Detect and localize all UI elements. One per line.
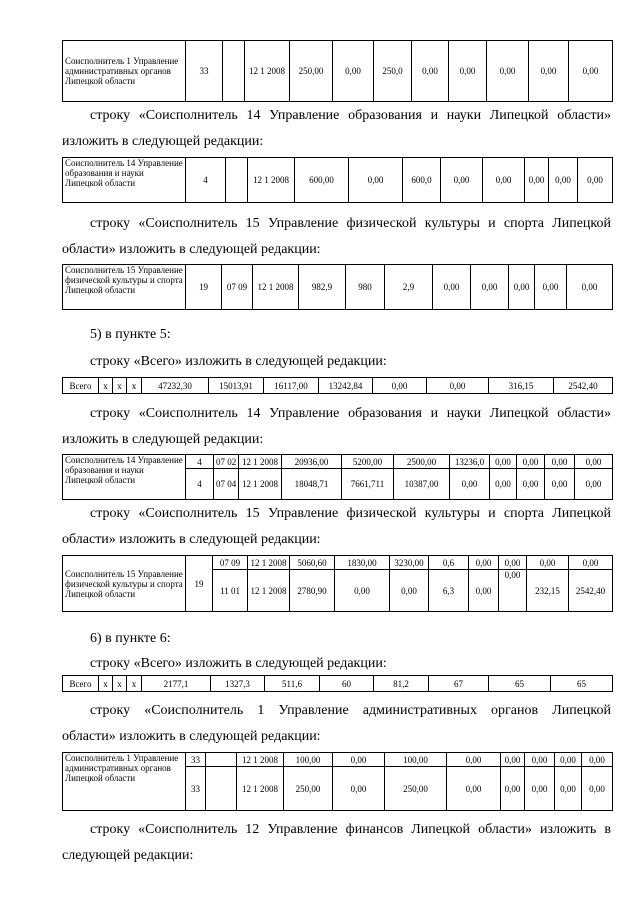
cell: 0,00: [569, 556, 613, 570]
cell: 12 1 2008: [248, 556, 290, 570]
cell: 12 1 2008: [253, 265, 299, 310]
cell: 07 09: [213, 556, 248, 570]
cell: 33: [186, 753, 206, 767]
para-line: строку «Всего» изложить в следующей редакции:: [90, 354, 387, 369]
row-label: Соисполнитель 14 Управление образования и науки Липецкой области: [63, 455, 186, 500]
cell: 982,9: [299, 265, 346, 310]
cell: 12 1 2008: [239, 469, 282, 500]
cell: 0,00: [447, 767, 501, 811]
table-soispolnitel-14: [62, 157, 613, 203]
table-soispolnitel-1: [62, 40, 613, 102]
cell: 0,00: [582, 767, 613, 811]
paragraph-1: [62, 107, 611, 125]
cell: 5200,00: [342, 455, 394, 469]
cell: 0,00: [545, 469, 575, 500]
cell: 07 02: [214, 455, 239, 469]
paragraph-6-cont: [62, 531, 611, 549]
paragraph-5-cont: [62, 431, 611, 449]
cell: 0,00: [555, 767, 582, 811]
row-label: Соисполнитель 1 Управление административных органов Липецкой области: [63, 753, 186, 811]
row-label: Соисполнитель 15 Управление физической культуры и спорта Липецкой области: [63, 556, 186, 612]
cell: 2,9: [385, 265, 433, 310]
cell: 12 1 2008: [248, 570, 290, 612]
cell: 0,00: [509, 265, 535, 310]
cell: 0,00: [449, 41, 487, 102]
cell: 13236,0: [450, 455, 490, 469]
cell: 0,00: [527, 556, 569, 570]
paragraph-4: [90, 353, 611, 371]
cell: 1327,3: [211, 676, 265, 692]
cell: 1830,00: [335, 556, 390, 570]
cell: 0,00: [333, 41, 374, 102]
cell: 4: [186, 158, 226, 203]
para-line: области» изложить в следующей редакции:: [62, 729, 321, 744]
cell: 19: [186, 265, 222, 310]
row-label: Соисполнитель 15 Управление физической культуры и спорта Липецкой области: [63, 265, 186, 310]
cell: 10387,00: [394, 469, 450, 500]
cell: х: [113, 378, 127, 394]
cell: 100,00: [284, 753, 333, 767]
cell: 0,00: [469, 570, 499, 612]
cell: 12 1 2008: [237, 767, 284, 811]
cell: 0,00: [525, 767, 555, 811]
cell: 0,00: [471, 265, 509, 310]
cell: 18048,71: [282, 469, 342, 500]
cell: 0,00: [582, 753, 613, 767]
paragraph-10-cont: [62, 847, 611, 865]
para-line: области» изложить в следующей редакции:: [62, 532, 321, 547]
cell: 0,00: [487, 41, 529, 102]
para-line: строку «Соисполнитель 15 Управление физической культуры и спорта Липецкой: [90, 216, 611, 231]
cell: х: [113, 676, 127, 692]
paragraph-6: [62, 505, 611, 523]
table-soispolnitel-15-b: [62, 555, 613, 612]
cell: 0,00: [549, 158, 578, 203]
cell: 0,00: [499, 570, 527, 612]
cell-vsego: Всего: [63, 378, 99, 394]
cell: 0,00: [490, 455, 517, 469]
cell: 07 04: [214, 469, 239, 500]
para-line: изложить в следующей редакции:: [62, 134, 264, 149]
cell: 6,3: [429, 570, 469, 612]
cell: 0,6: [429, 556, 469, 570]
cell: 0,00: [412, 41, 449, 102]
cell: 250,0: [374, 41, 412, 102]
cell: 0,00: [349, 158, 403, 203]
paragraph-1-cont: [62, 133, 611, 151]
cell: 980: [346, 265, 385, 310]
cell: 0,00: [578, 158, 613, 203]
cell: 12 1 2008: [245, 41, 290, 102]
cell: 81,2: [374, 676, 429, 692]
para-line: строку «Всего» изложить в следующей редакции:: [90, 656, 387, 671]
cell: [206, 753, 237, 767]
cell: 12 1 2008: [237, 753, 284, 767]
cell: 0,00: [525, 753, 555, 767]
cell: 0,00: [427, 378, 489, 394]
cell: х: [127, 676, 142, 692]
cell: 2177,1: [142, 676, 211, 692]
cell: 511,6: [265, 676, 320, 692]
cell: 4: [186, 455, 214, 469]
cell: 16117,00: [264, 378, 319, 394]
para-line: изложить в следующей редакции:: [62, 432, 264, 447]
cell: 2542,40: [554, 378, 613, 394]
cell: 0,00: [575, 469, 613, 500]
cell: 60: [320, 676, 374, 692]
cell: 0,00: [333, 767, 385, 811]
para-line: строку «Соисполнитель 14 Управление образования и науки Липецкой области»: [90, 406, 611, 421]
cell: 0,00: [373, 378, 427, 394]
para-line: строку «Соисполнитель 12 Управление финансов Липецкой области» изложить в: [90, 822, 611, 837]
cell: 0,00: [499, 556, 527, 570]
cell: х: [99, 378, 113, 394]
cell: 0,00: [390, 570, 429, 612]
para-line: 6) в пункте 6:: [90, 631, 171, 646]
cell: 65: [551, 676, 613, 692]
cell: 0,00: [545, 455, 575, 469]
cell: 0,00: [501, 767, 525, 811]
cell: 0,00: [490, 469, 517, 500]
cell: 600,00: [295, 158, 349, 203]
para-line: следующей редакции:: [62, 848, 194, 863]
cell: 0,00: [483, 158, 525, 203]
paragraph-3: [90, 326, 611, 344]
cell: 0,00: [335, 570, 390, 612]
cell: 250,00: [385, 767, 447, 811]
cell: 12 1 2008: [239, 455, 282, 469]
cell: 250,00: [284, 767, 333, 811]
cell: 47232,30: [142, 378, 209, 394]
para-line: строку «Соисполнитель 15 Управление физической культуры и спорта Липецкой: [90, 506, 611, 521]
cell: 232,15: [527, 570, 569, 612]
paragraph-2: [62, 215, 611, 233]
cell: 0,00: [450, 469, 490, 500]
cell: 33: [186, 41, 223, 102]
cell: 600,0: [403, 158, 441, 203]
paragraph-2-cont: [62, 241, 611, 259]
cell: 0,00: [567, 265, 613, 310]
cell: 2500,00: [394, 455, 450, 469]
cell: 0,00: [575, 455, 613, 469]
cell: 0,00: [433, 265, 471, 310]
cell: 65: [489, 676, 551, 692]
row-label: Соисполнитель 14 Управление образования и науки Липецкой области: [63, 158, 186, 203]
paragraph-9: [62, 702, 611, 720]
cell: 0,00: [333, 753, 385, 767]
cell: 100,00: [385, 753, 447, 767]
cell: 0,00: [447, 753, 501, 767]
cell: 0,00: [529, 41, 569, 102]
table-vsego-5: [62, 377, 613, 394]
paragraph-10: [62, 821, 611, 839]
cell: 4: [186, 469, 214, 500]
paragraph-9-cont: [62, 728, 611, 746]
cell: 0,00: [469, 556, 499, 570]
cell: 0,00: [501, 753, 525, 767]
cell: 20936,00: [282, 455, 342, 469]
para-line: строку «Соисполнитель 1 Управление административных органов Липецкой: [90, 703, 611, 718]
cell: 0,00: [517, 469, 545, 500]
paragraph-7: [90, 630, 611, 648]
cell-vsego: Всего: [63, 676, 99, 692]
cell: 33: [186, 767, 206, 811]
cell: 13242,84: [319, 378, 373, 394]
cell: 11 01: [213, 570, 248, 612]
cell-code: 19: [186, 556, 213, 612]
row-label: Соисполнитель 1 Управление административных органов Липецкой области: [63, 41, 186, 102]
cell: 0,00: [555, 753, 582, 767]
cell: [223, 41, 245, 102]
table-soispolnitel-14-b: [62, 454, 613, 500]
cell: 0,00: [517, 455, 545, 469]
cell: х: [99, 676, 113, 692]
paragraph-5: [62, 405, 611, 423]
cell: 3230,00: [390, 556, 429, 570]
cell: [226, 158, 248, 203]
para-line: строку «Соисполнитель 14 Управление образования и науки Липецкой области»: [90, 108, 611, 123]
cell: 12 1 2008: [248, 158, 295, 203]
cell: х: [127, 378, 142, 394]
cell: 2542,40: [569, 570, 613, 612]
cell: 0,00: [569, 41, 613, 102]
cell: 0,00: [441, 158, 483, 203]
table-vsego-6: [62, 675, 613, 692]
cell: [206, 767, 237, 811]
cell: 15013,91: [209, 378, 264, 394]
cell: 2780,90: [290, 570, 335, 612]
cell: 07 09: [222, 265, 253, 310]
cell: 316,15: [489, 378, 554, 394]
cell: 7661,711: [342, 469, 394, 500]
paragraph-8: [90, 655, 611, 673]
para-line: области» изложить в следующей редакции:: [62, 242, 321, 257]
table-soispolnitel-15: [62, 264, 613, 310]
cell: 67: [429, 676, 489, 692]
cell: 0,00: [535, 265, 567, 310]
table-soispolnitel-1-b: [62, 752, 613, 811]
cell: 0,00: [525, 158, 549, 203]
cell: 250,00: [290, 41, 333, 102]
para-line: 5) в пункте 5:: [90, 327, 171, 342]
cell: 5060,60: [290, 556, 335, 570]
